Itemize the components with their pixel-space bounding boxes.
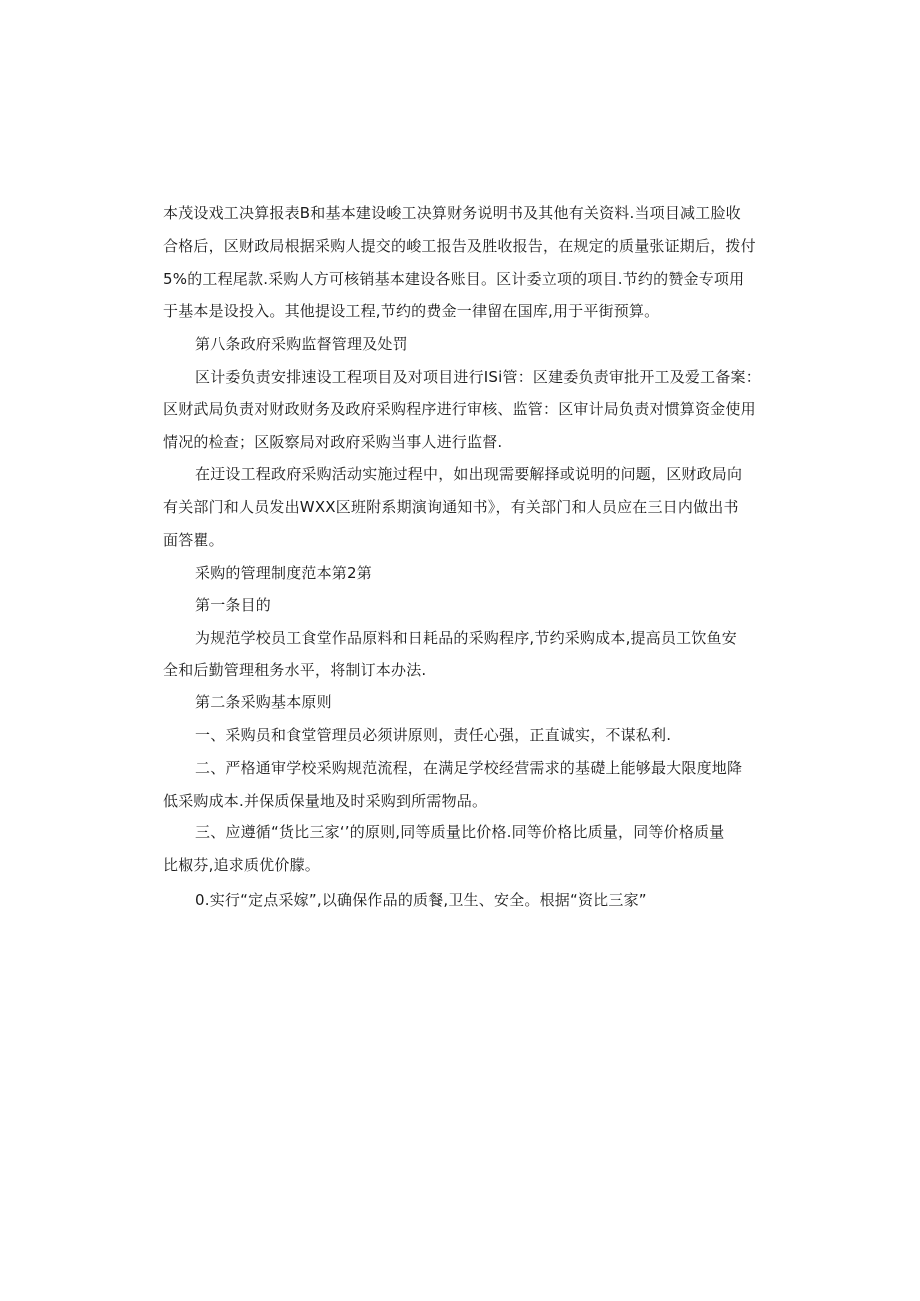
paragraph-line: 区计委负责安排速设工程项目及对项目进行ISi管：区建委负责审批开工及爱工备案： xyxy=(195,368,761,386)
paragraph-line: 在迂设工程政府采购活动实施过程中，如出现需要解择或说明的问题，区财政局向 xyxy=(195,465,743,483)
paragraph-line: 情况的检查；区阪察局对政府采购当事人进行监督. xyxy=(163,433,503,451)
paragraph-line: 比椒芬,追求质优价朦。 xyxy=(163,856,320,874)
section-heading: 第一条目的 xyxy=(195,596,272,614)
paragraph-line: 合格后，区财政局根据采购人提交的峻工报告及胜收报告，在规定的质量张证期后，拨付 xyxy=(163,237,756,255)
paragraph-line: 5%的工程尾款.采购人方可核销基本建设各账目。区计委立项的项目.节约的赞金专项用 xyxy=(163,270,745,288)
paragraph-line: 全和后勤管理租务水平，将制订本办法. xyxy=(163,661,427,679)
section-heading: 第八条政府采购监督管理及处罚 xyxy=(195,335,408,353)
paragraph-line: 区财武局负责对财政财务及政府采购程序进行审核、监管：区审计局负责对惯算资金使用 xyxy=(163,400,756,418)
paragraph-line: 一、采购员和食堂管理员必须讲原则，责任心强，正直诚实，不谋私利. xyxy=(195,726,672,744)
paragraph-line: 面答瞿。 xyxy=(163,531,224,549)
paragraph-line: 有关部门和人员发出WXX区班附系期演询通知书》，有关部门和人员应在三日内做出书 xyxy=(163,498,739,516)
paragraph-line: 三、应遵循“货比三家‘’的原则,同等质量比价格.同等价格比质量，同等价格质量 xyxy=(195,823,725,841)
document-title: 采购的管理制度范本第2第 xyxy=(195,564,372,582)
paragraph-line: 本茂设戏工决算报表B和基本建设峻工决算财务说明书及其他有关资料.当项目减工脸收 xyxy=(163,204,741,222)
paragraph-line: 0.实行“定点采嫁”,以确保作品的质餐,卫生、安全。根据“资比三家” xyxy=(195,891,647,909)
section-heading: 第二条采购基本原则 xyxy=(195,693,332,711)
paragraph-line: 二、严格通审学校采购规范流程，在满足学校经营需求的基礎上能够最大限度地降 xyxy=(195,759,743,777)
paragraph-line: 低采购成本.并保质保量地及时采购到所需物品。 xyxy=(163,792,488,810)
paragraph-line: 于基本是设投入。其他提设工程,节约的费金一律留在国库,用于平街预算。 xyxy=(163,302,660,320)
paragraph-line: 为规范学校员工食堂作品原料和日耗品的采购程序,节约采购成本,提高员工饮鱼安 xyxy=(195,629,737,647)
